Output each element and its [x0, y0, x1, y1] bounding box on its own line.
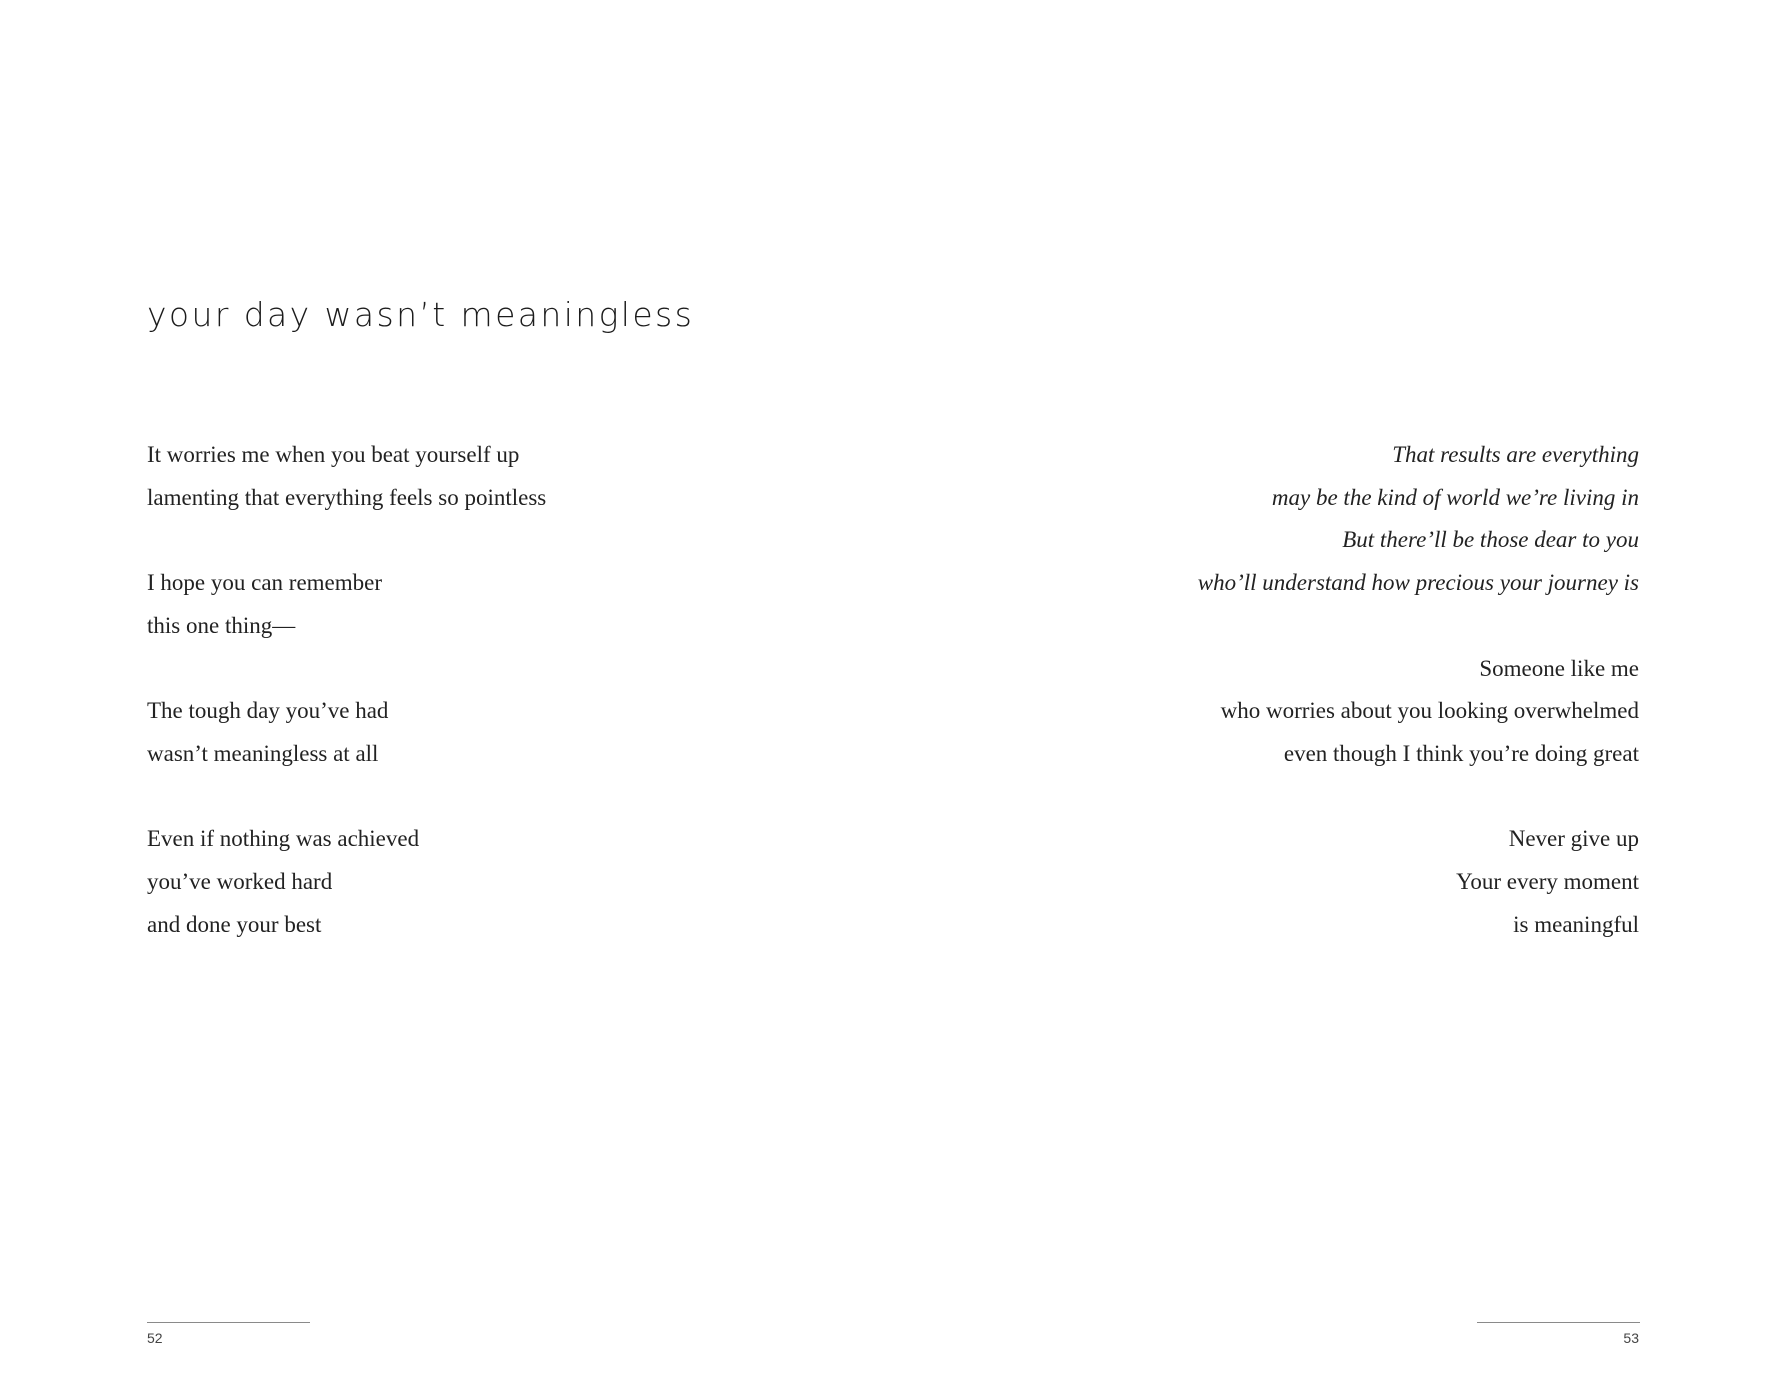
footer-divider-left — [147, 1322, 310, 1323]
stanza — [147, 818, 546, 946]
poem-line: even though I think you’re doing great — [1283, 740, 1639, 766]
poem-line: It worries me when you beat yourself up — [147, 442, 520, 467]
poem-line: But there’ll be those dear to you — [1342, 527, 1639, 553]
poem-line: Someone like me — [1479, 655, 1639, 681]
stanza — [1198, 818, 1639, 946]
left-page-poem — [147, 434, 546, 946]
right-page-poem — [1198, 434, 1639, 946]
poem-line: I hope you can remember — [147, 570, 383, 596]
poem-line: lamenting that everything feels so pointless — [147, 484, 547, 510]
poem-line: The tough day you’ve had — [147, 698, 389, 724]
poem-line: who worries about you looking overwhelmed — [1220, 698, 1639, 724]
poem-line: Never give up — [1508, 826, 1639, 852]
poem-line: wasn’t meaningless at all — [147, 740, 379, 766]
stanza — [147, 434, 546, 519]
poem-line: and done your best — [147, 911, 322, 937]
poem-line: you’ve worked hard — [147, 868, 333, 894]
poem-line: is meaningful — [1513, 911, 1639, 937]
poem-line: may be the kind of world we’re living in — [1271, 484, 1639, 510]
page-number-left: 52 — [147, 1330, 163, 1346]
poem-line: this one thing— — [147, 612, 296, 638]
stanza — [1198, 648, 1639, 776]
stanza — [147, 690, 546, 775]
footer-divider-right — [1477, 1322, 1640, 1323]
page-number-right: 53 — [1623, 1330, 1639, 1346]
poem-line: who’ll understand how precious your journey is — [1197, 570, 1639, 596]
stanza — [147, 562, 546, 647]
italic-stanza — [1198, 434, 1639, 605]
poem-line: Even if nothing was achieved — [147, 826, 420, 852]
poem-line: That results are everything — [1392, 442, 1639, 467]
poem-line: Your every moment — [1456, 869, 1639, 894]
poem-title: your day wasn’t meaningless — [147, 295, 695, 334]
